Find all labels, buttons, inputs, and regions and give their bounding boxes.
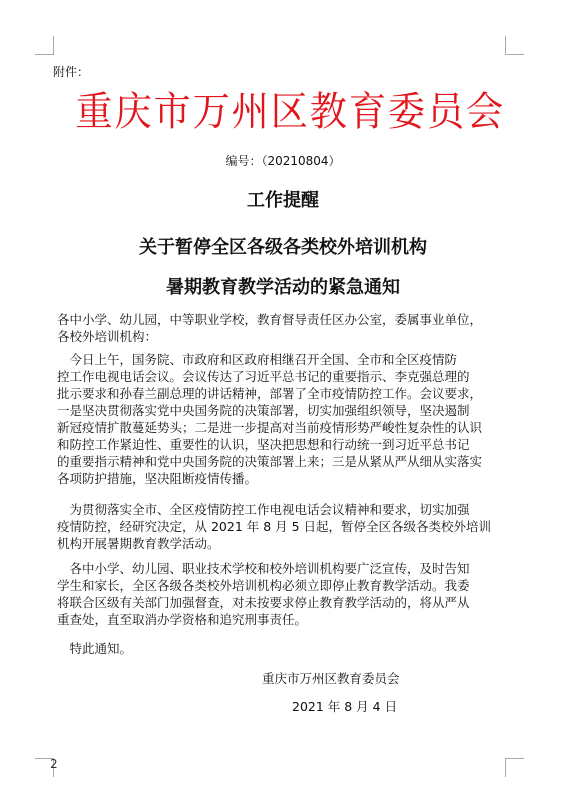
attachment-label: 附件： (53, 65, 90, 79)
notice-title-line-2: 暑期教育教学活动的紧急通知 (166, 277, 400, 298)
crop-mark-bottom-right (505, 758, 524, 777)
organization-title: 重庆市万州区教育委员会 (75, 89, 506, 135)
text-line: 机构开展暑期教育教学活动。 (57, 536, 220, 551)
page-number: 2 (50, 757, 58, 771)
signature-date: 2021 年 8 月 4 日 (292, 699, 398, 714)
document-number: 编号：（20210804） (225, 154, 341, 168)
body-paragraph-3 (57, 560, 511, 628)
signature: 重庆市万州区教育委员会 (262, 671, 400, 686)
text-line: 批示要求和孙春兰副总理的讲话精神，部署了全市疫情防控工作。会议要求， (57, 386, 483, 401)
closing-line (57, 640, 511, 657)
body-paragraph-2 (57, 501, 511, 552)
body-paragraph-1 (57, 351, 511, 487)
text-line: 一是坚决贯彻落实党中央国务院的决策部署，切实加强组织领导，坚决遏制 (57, 403, 470, 418)
text-line: 新冠疫情扩散蔓延势头；二是进一步提高对当前疫情形势严峻性复杂性的认识 (57, 420, 483, 435)
text-line: 为贯彻落实全市、全区疫情防控工作电视电话会议精神和要求，切实加强 (57, 502, 470, 517)
crop-mark-top-right (505, 36, 524, 55)
text-line: 将联合区级有关部门加强督查，对未按要求停止教育教学活动的，将从严从 (57, 595, 470, 610)
notice-title-line-1: 关于暂停全区各级各类校外培训机构 (139, 237, 427, 258)
text-line: 的重要指示精神和党中央国务院的决策部署上来；三是从紧从严从细从实落实 (57, 454, 483, 469)
text-line: 各中小学、幼儿园，中等职业学校，教育督导责任区办公室，委属事业单位， (57, 312, 483, 327)
text-line: 特此通知。 (57, 641, 133, 656)
text-line: 各中小学、幼儿园、职业技术学校和校外培训机构要广泛宣传，及时告知 (57, 561, 470, 576)
text-line: 疫情防控，经研究决定，从 2021 年 8 月 5 日起，暂停全区各级各类校外培训 (57, 519, 492, 534)
text-line: 今日上午，国务院、市政府和区政府相继召开全国、全市和全区疫情防 (57, 352, 458, 367)
text-line: 重查处，直至取消办学资格和追究刑事责任。 (57, 612, 308, 627)
text-line: 学生和家长，全区各级各类校外培训机构必须立即停止教育教学活动。我委 (57, 578, 470, 593)
text-line: 各项防护措施，坚决阻断疫情传播。 (57, 471, 258, 486)
text-line: 各校外培训机构： (57, 329, 158, 344)
crop-mark-top-left (35, 36, 54, 55)
recipients-paragraph (57, 311, 511, 345)
text-line: 和防控工作紧迫性、重要性的认识，坚决把思想和行动统一到习近平总书记 (57, 437, 470, 452)
text-line: 控工作电视电话会议。会议传达了习近平总书记的重要指示、李克强总理的 (57, 369, 470, 384)
heading-work-reminder: 工作提醒 (247, 190, 319, 211)
